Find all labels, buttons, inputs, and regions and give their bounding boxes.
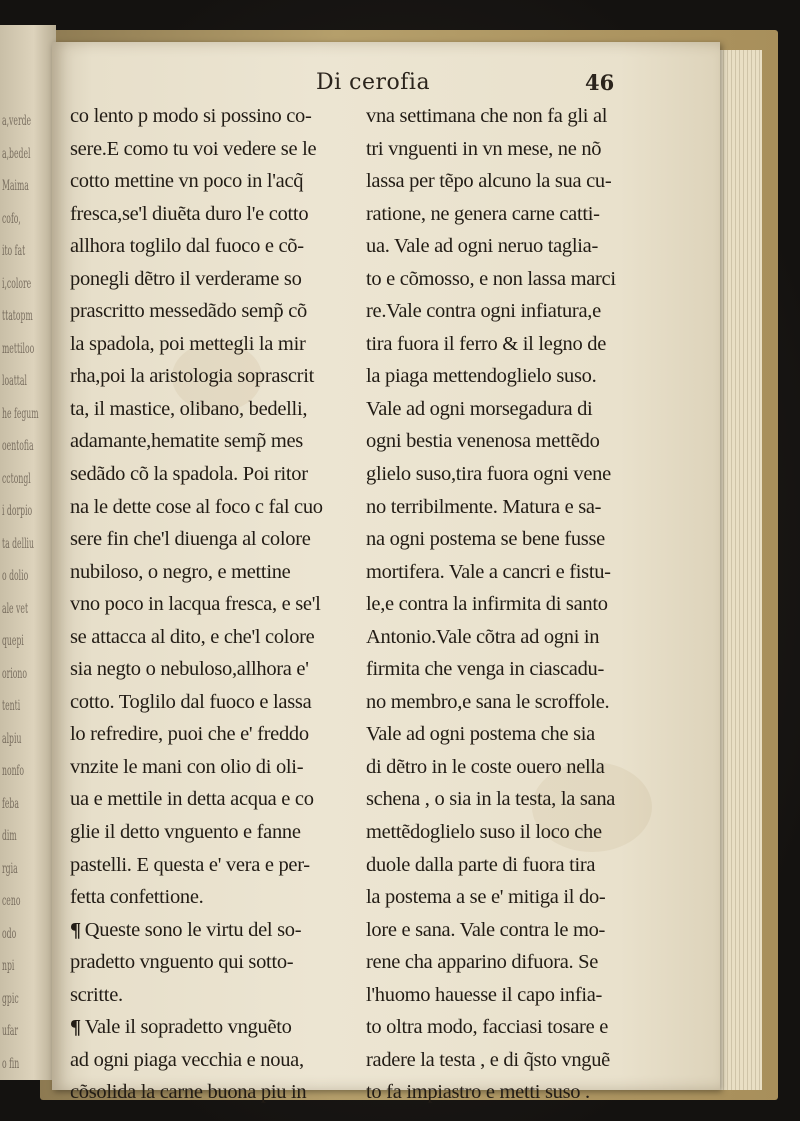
text-fragment: feba bbox=[2, 795, 19, 812]
text-line: to oltra modo, facciasi tosare e bbox=[366, 1016, 608, 1039]
text-line: re.Vale contra ogni infiatura,e bbox=[366, 300, 601, 323]
text-line: la spadola, poi mettegli la mir bbox=[70, 332, 306, 355]
text-line: lo refredire, puoi che e' freddo bbox=[70, 723, 309, 746]
text-fragment: rgia bbox=[2, 860, 18, 877]
text-fragment: he fegum bbox=[2, 405, 39, 422]
text-span: Queste sono le virtu del so- bbox=[84, 918, 302, 941]
text-line: la piaga mettendoglielo suso. bbox=[366, 365, 597, 388]
text-line: sere fin che'l diuenga al colore bbox=[70, 528, 311, 551]
text-fragment: ale vet bbox=[2, 600, 29, 617]
page-number: 46 bbox=[585, 70, 615, 95]
text-line: prascritto messedãdo semp̃ cõ bbox=[70, 300, 307, 323]
text-line: radere la testa , e di q̃sto vnguẽ bbox=[366, 1048, 610, 1071]
text-fragment: o fin bbox=[2, 1055, 20, 1072]
text-line: mortifera. Vale a cancri e fistu- bbox=[366, 560, 611, 583]
text-line: le,e contra la infirmita di santo bbox=[366, 593, 608, 616]
text-span: cõsolida la carne buona piu in bbox=[70, 1081, 307, 1104]
text-line: glie il detto vnguento e fanne bbox=[70, 821, 301, 844]
text-fragment: ufar bbox=[2, 1023, 19, 1039]
text-line: na ogni postema se bene fusse bbox=[366, 528, 605, 551]
text-line: Vale ad ogni morsegadura di bbox=[366, 397, 593, 420]
text-line: tri vnguenti in vn mese, ne nõ bbox=[366, 137, 602, 160]
left-facing-page bbox=[0, 25, 56, 1080]
running-head: Di cerofia bbox=[316, 70, 431, 95]
left-page-text-fragments bbox=[2, 105, 39, 1080]
text-line: allhora toglilo dal fuoco e cõ- bbox=[70, 235, 304, 258]
text-line: di dẽtro in le coste ouero nella bbox=[366, 755, 605, 778]
text-line bbox=[70, 1011, 360, 1044]
right-text-column bbox=[366, 100, 656, 1109]
text-fragment: i dorpio bbox=[2, 503, 33, 519]
text-fragment: odo bbox=[2, 925, 17, 942]
text-line: mettẽdoglielo suso il loco che bbox=[366, 821, 602, 844]
text-fragment: quepi bbox=[2, 633, 24, 649]
text-line: ta, il mastice, olibano, bedelli, bbox=[70, 397, 308, 420]
text-line bbox=[70, 914, 360, 947]
text-line bbox=[70, 946, 360, 979]
text-fragment: a,bedel bbox=[2, 145, 31, 162]
text-fragment: ito fat bbox=[2, 243, 26, 259]
text-line: vno poco in lacqua fresca, e se'l bbox=[70, 593, 321, 616]
text-fragment: Maima bbox=[2, 178, 29, 194]
text-fragment: dim bbox=[2, 828, 17, 844]
text-line: sere.E como tu voi vedere se le bbox=[70, 137, 317, 160]
text-fragment: oentofia bbox=[2, 438, 34, 454]
text-line: lassa per tẽpo alcuno la sua cu- bbox=[366, 170, 612, 193]
text-line: ponegli dẽtro il verderame so bbox=[70, 267, 302, 290]
text-line: ua e mettile in detta acqua e co bbox=[70, 788, 314, 811]
text-line: to fa impiastro e metti suso . bbox=[366, 1081, 590, 1104]
text-line: firmita che venga in ciascadu- bbox=[366, 658, 605, 681]
left-text-column bbox=[70, 100, 360, 1109]
text-fragment: nonfo bbox=[2, 763, 25, 779]
text-fragment: ttatopm bbox=[2, 308, 33, 324]
text-line bbox=[70, 1044, 360, 1077]
text-line: ratione, ne genera carne catti- bbox=[366, 202, 600, 225]
text-line: Antonio.Vale cõtra ad ogni in bbox=[366, 625, 600, 648]
text-fragment: a,verde bbox=[2, 113, 32, 129]
text-span: scritte. bbox=[70, 983, 123, 1006]
text-line: fetta confettione. bbox=[70, 886, 204, 909]
text-line: schena , o sia in la testa, la sana bbox=[366, 788, 616, 811]
text-line bbox=[70, 1076, 360, 1109]
text-fragment: o dolio bbox=[2, 568, 29, 584]
text-line: rene cha apparino difuora. Se bbox=[366, 951, 599, 974]
pilcrow-icon: ¶ bbox=[70, 1016, 81, 1039]
text-line: Vale ad ogni postema che sia bbox=[366, 723, 595, 746]
text-line: pastelli. E questa e' vera e per- bbox=[70, 853, 310, 876]
text-fragment: loattal bbox=[2, 373, 27, 389]
text-line: cotto. Toglilo dal fuoco e lassa bbox=[70, 690, 312, 713]
text-line: vna settimana che non fa gli al bbox=[366, 105, 608, 127]
text-fragment: alpiu bbox=[2, 730, 22, 747]
text-line: na le dette cose al foco c fal cuo bbox=[70, 495, 323, 518]
text-fragment: i,colore bbox=[2, 275, 32, 292]
text-line: no membro,e sana le scroffole. bbox=[366, 690, 610, 713]
text-line: no terribilmente. Matura e sa- bbox=[366, 495, 602, 518]
text-fragment: cctongl bbox=[2, 470, 31, 487]
text-span: Vale il sopradetto vnguẽto bbox=[84, 1016, 292, 1039]
text-line: duole dalla parte di fuora tira bbox=[366, 853, 596, 876]
text-fragment: ceno bbox=[2, 893, 21, 909]
text-line: ua. Vale ad ogni neruo taglia- bbox=[366, 235, 598, 258]
text-line: rha,poi la aristologia soprascrit bbox=[70, 365, 314, 388]
text-line: ogni bestia venenosa mettẽdo bbox=[366, 430, 600, 453]
text-line bbox=[70, 979, 360, 1012]
text-line: l'huomo hauesse il capo infia- bbox=[366, 983, 603, 1006]
text-line: fresca,se'l diuẽta duro l'e cotto bbox=[70, 202, 309, 225]
text-line: la postema a se e' mitiga il do- bbox=[366, 886, 606, 909]
text-line: glielo suso,tira fuora ogni vene bbox=[366, 463, 611, 486]
text-span: pradetto vnguento qui sotto- bbox=[70, 951, 294, 974]
text-line: adamante,hematite semp̃ mes bbox=[70, 430, 303, 453]
text-fragment: oriono bbox=[2, 665, 28, 682]
text-line: cotto mettine vn poco in l'acq̃ bbox=[70, 170, 304, 193]
text-fragment: ta delliu bbox=[2, 535, 34, 552]
text-line: tira fuora il ferro & il legno de bbox=[366, 332, 606, 355]
text-fragment: gpic bbox=[2, 990, 19, 1007]
text-line: sedãdo cõ la spadola. Poi ritor bbox=[70, 463, 308, 486]
text-fragment: cofo, bbox=[2, 210, 21, 227]
text-fragment: npi bbox=[2, 958, 15, 974]
text-line: se attacca al dito, e che'l colore bbox=[70, 625, 315, 648]
text-fragment: mettiloo bbox=[2, 340, 35, 357]
text-line: vnzite le mani con olio di oli- bbox=[70, 755, 304, 778]
text-fragment: tenti bbox=[2, 698, 21, 714]
text-span: ad ogni piaga vecchia e noua, bbox=[70, 1048, 304, 1071]
text-line: to e cõmosso, e non lassa marci bbox=[366, 267, 616, 290]
text-line: lore e sana. Vale contra le mo- bbox=[366, 918, 606, 941]
text-line: sia negto o nebuloso,allhora e' bbox=[70, 658, 309, 681]
text-line: co lento p modo si possino co- bbox=[70, 105, 312, 127]
pilcrow-icon: ¶ bbox=[70, 918, 81, 941]
text-line: nubiloso, o negro, e mettine bbox=[70, 560, 291, 583]
